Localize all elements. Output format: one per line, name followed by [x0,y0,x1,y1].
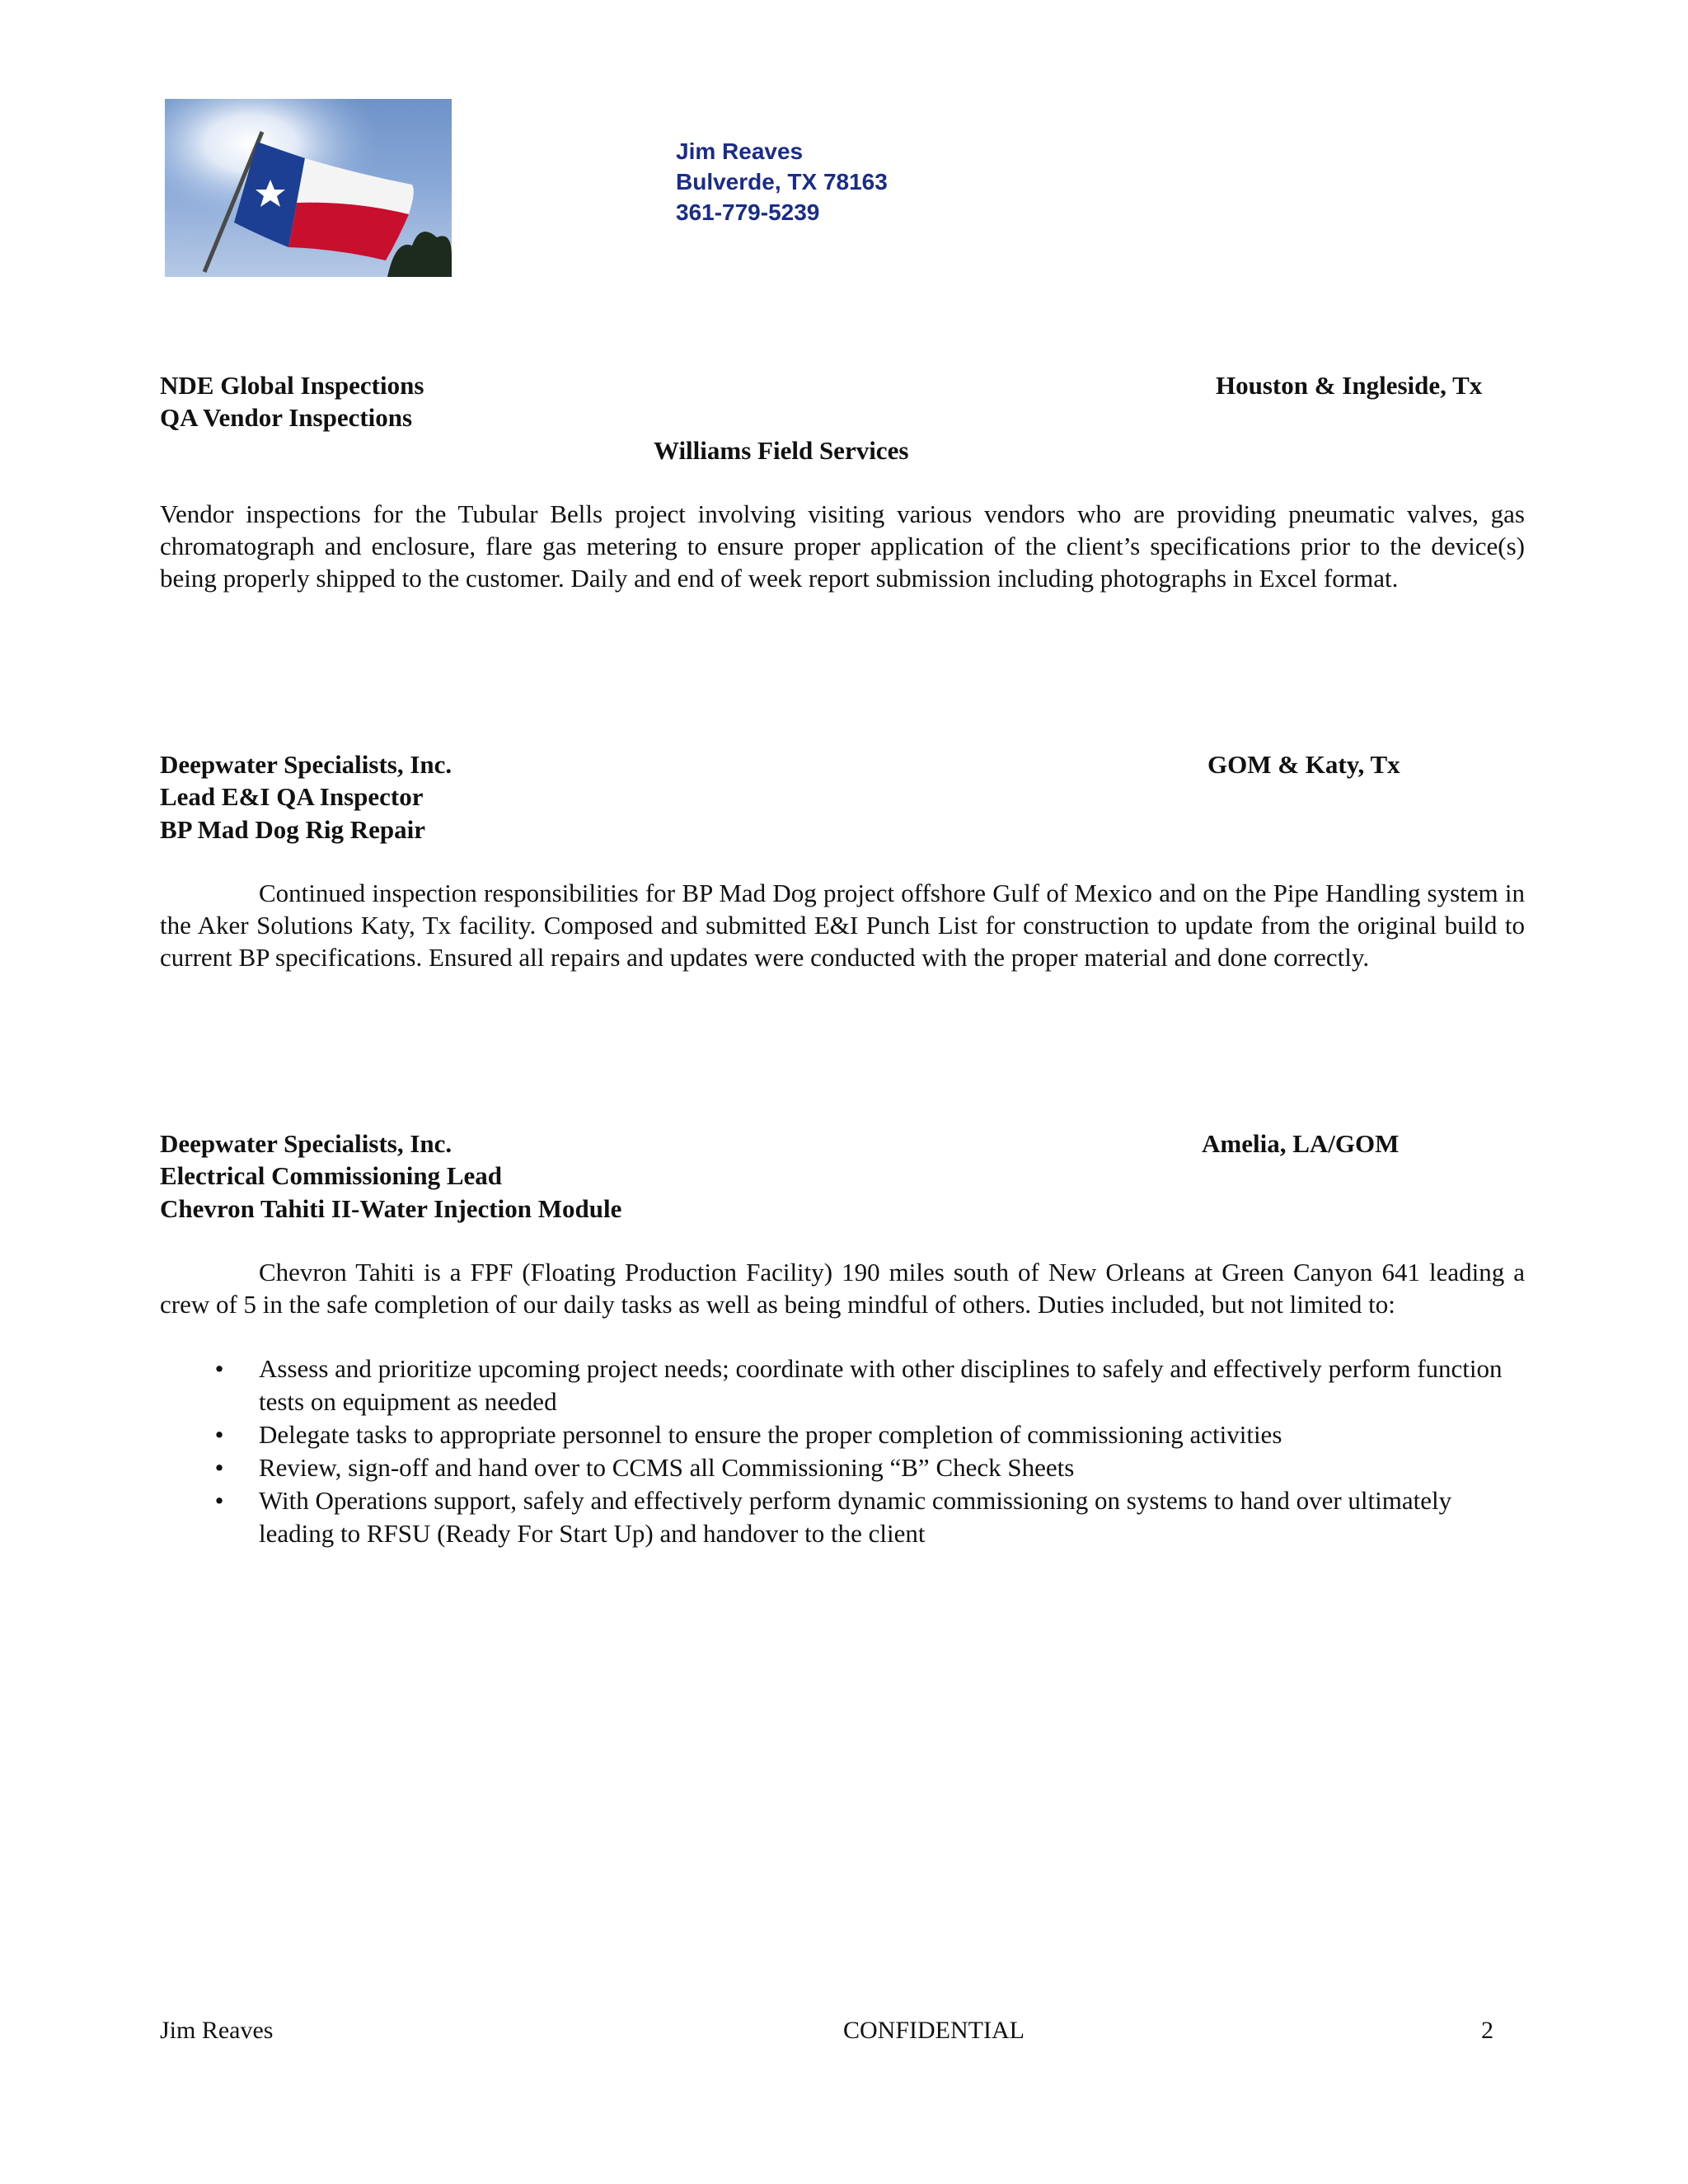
contact-name: Jim Reaves [676,138,804,164]
texas-flag-icon [165,99,452,277]
list-item [160,1418,1525,1451]
job3-project: Chevron Tahiti II-Water Injection Module [160,1194,622,1223]
job1-title: QA Vendor Inspections [160,403,413,432]
job1-location: Houston & Ingleside, Tx [1216,371,1483,400]
bullet-icon: • [214,1420,224,1449]
job3-company: Deepwater Specialists, Inc. [160,1129,452,1158]
job1-description: Vendor inspections for the Tubular Bells project involving visiting various vendors who are providing pneumatic valves, gas chromatograph and enclosure, flare gas metering to ensure proper application of the client’s specifications prior to the device(s) being properly shipped to the customer. Daily and end of week report submission including photographs in Excel format. [160,499,1525,593]
bullet-icon: • [214,1453,224,1482]
job3-location: Amelia, LA/GOM [1202,1129,1400,1158]
list-item-text: Assess and prioritize upcoming project needs; coordinate with other disciplines to safely and effectively perform function tests on equipment as needed [259,1354,1503,1416]
job2-company: Deepwater Specialists, Inc. [160,750,452,779]
job3-duties-list [160,1352,1525,1550]
job3-title: Electrical Commissioning Lead [160,1161,503,1190]
bullet-icon: • [214,1354,224,1383]
list-item [160,1352,1525,1418]
bullet-icon: • [214,1486,224,1515]
job1-client: Williams Field Services [654,436,909,465]
contact-city: Bulverde, TX 78163 [676,169,888,194]
job2-project: BP Mad Dog Rig Repair [160,815,426,844]
contact-block [676,136,888,227]
contact-phone: 361-779-5239 [676,199,820,225]
page-number: 2 [1481,2017,1493,2044]
job2-location: GOM & Katy, Tx [1207,750,1400,779]
list-item-text: Review, sign-off and hand over to CCMS all Commissioning “B” Check Sheets [259,1453,1075,1482]
job3-description: Chevron Tahiti is a FPF (Floating Production Facility) 190 miles south of New Orleans at Green Canyon 641 leading a crew of 5 in the safe completion of our daily tasks as well as being mindful of others. Duties included, but not limited to: [160,1258,1525,1319]
job1-company: NDE Global Inspections [160,371,424,400]
list-item [160,1451,1525,1484]
job2-description: Continued inspection responsibilities for BP Mad Dog project offshore Gulf of Mexico and on the Pipe Handling system in the Aker Solutions Katy, Tx facility. Composed and submitted E&I Punch List for construction to update from the original build to current BP specifications. Ensured all repairs and updates were conducted with the proper material and done correctly. [160,879,1525,972]
list-item [160,1484,1525,1550]
texas-flag-photo [165,99,452,277]
job2-title: Lead E&I QA Inspector [160,782,424,811]
list-item-text: With Operations support, safely and effectively perform dynamic commissioning on systems to hand over ultimately leading to RFSU (Ready For Start Up) and handover to the client [259,1486,1452,1548]
footer-author: Jim Reaves [160,2017,274,2044]
list-item-text: Delegate tasks to appropriate personnel to ensure the proper completion of commissioning activities [259,1420,1282,1449]
footer-confidential: CONFIDENTIAL [843,2017,1025,2044]
